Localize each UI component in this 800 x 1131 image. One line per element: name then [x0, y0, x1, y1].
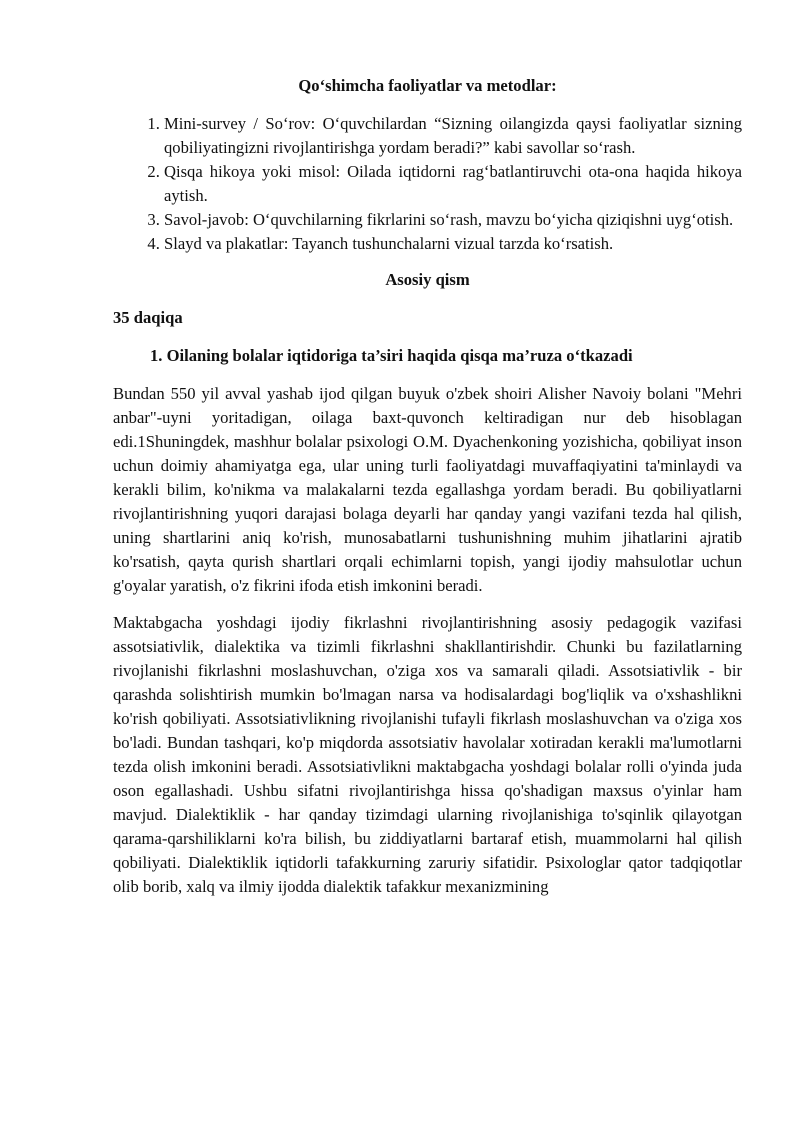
- body-paragraph: Maktabgacha yoshdagi ijodiy fikrlashni rivojlantirishning asosiy pedagogik vazifasi assotsiativlik, dialektika va tizimli fikrlashni shakllantirishdir. Chunki bu fazilatlarning rivojlanishi fikrlashni moslashuvchan, o'ziga xos va samarali qiladi. Assotsiativlik - bir qarashda solishtirish mumkin bo'lmagan narsa va hodisalardagi bog'liqlik va o'xshashlikni ko'rish qobiliyati. Assotsiativlikning rivojlanishi tufayli fikrlash moslashuvchan va o'ziga xos bo'ladi. Bundan tashqari, ko'p miqdorda assotsiativ havolalar xotiradan kerakli ma'lumotlarni tezda olish imkonini beradi. Assotsiativlikni maktabgacha yoshdagi bolalar rolli o'yinda juda oson egallashadi. Ushbu sifatni rivojlantirishga hissa qo'shadigan maxsus o'yinlar ham mavjud. Dialektiklik - har qanday tizimdagi ularning rivojlanishiga to'sqinlik qilayotgan qarama-qarshiliklarni ko'ra bilish, bu ziddiyatlarni bartaraf etish, muammolarni hal qilish qobiliyati. Dialektiklik iqtidorli tafakkurning zaruriy sifatidir. Psixologlar qator tadqiqotlar olib borib, xalq va ilmiy ijodda dialektik tafakkur mexanizmining: [113, 613, 742, 896]
- list-item: 2. Qisqa hikoya yoki misol: Oilada iqtidorni rag‘batlantiruvchi ota-ona haqida hikoya aytish.: [164, 160, 742, 208]
- body-paragraph: Bundan 550 yil avval yashab ijod qilgan buyuk o'zbek shoiri Alisher Navoiy bolani "Mehri anbar"-uyni yoritadigan, oilaga baxt-quvonch keltiradigan nur deb hisoblagan edi.1Shuningdek, mashhur bolalar psixologi O.M. Dyachenkoning yozishicha, qobiliyat inson uchun doimiy ahamiyatga ega, ular uning turli faoliyatdagi muvaffaqiyatini ta'minlaydi va kerakli bilim, ko'nikma va malakalarni tezda egallashga yordam beradi. Bu qobiliyatlarni rivojlantirishning yuqori darajasi bolaga deyarli har qanday yangi vazifani tezda hal qilish, uning shartlarini aniq ko'rish, munosabatlarni tushunishning muhim jihatlarini ajratib ko'rsatish, qayta qurish shartlari orqali echimlarni topish, yangi ijodiy mahsulotlar uchun g'oyalar yaratish, o'z fikrini ifoda etish imkonini beradi.: [113, 384, 742, 595]
- list-item: 3. Savol-javob: O‘quvchilarning fikrlarini so‘rash, mavzu bo‘yicha qiziqishni uyg‘otish.: [164, 208, 742, 232]
- duration-label: 35 daqiqa: [113, 308, 183, 327]
- list-item: 4. Slayd va plakatlar: Tayanch tushunchalarni vizual tarzda ko‘rsatish.: [164, 232, 742, 256]
- list-item: 1. Mini-survey / So‘rov: O‘quvchilardan “Sizning oilangizda qaysi faoliyatlar sizning qobiliyatingizni rivojlantirishga yordam beradi?” kabi savollar so‘rash.: [164, 112, 742, 160]
- additional-activities-heading: Qo‘shimcha faoliyatlar va metodlar:: [298, 76, 557, 95]
- lecture-subheading: 1. Oilaning bolalar iqtidoriga ta’siri haqida qisqa ma’ruza o‘tkazadi: [150, 346, 633, 365]
- activities-list: [113, 112, 742, 256]
- document-page: [113, 70, 742, 899]
- main-part-heading: Asosiy qism: [385, 270, 470, 289]
